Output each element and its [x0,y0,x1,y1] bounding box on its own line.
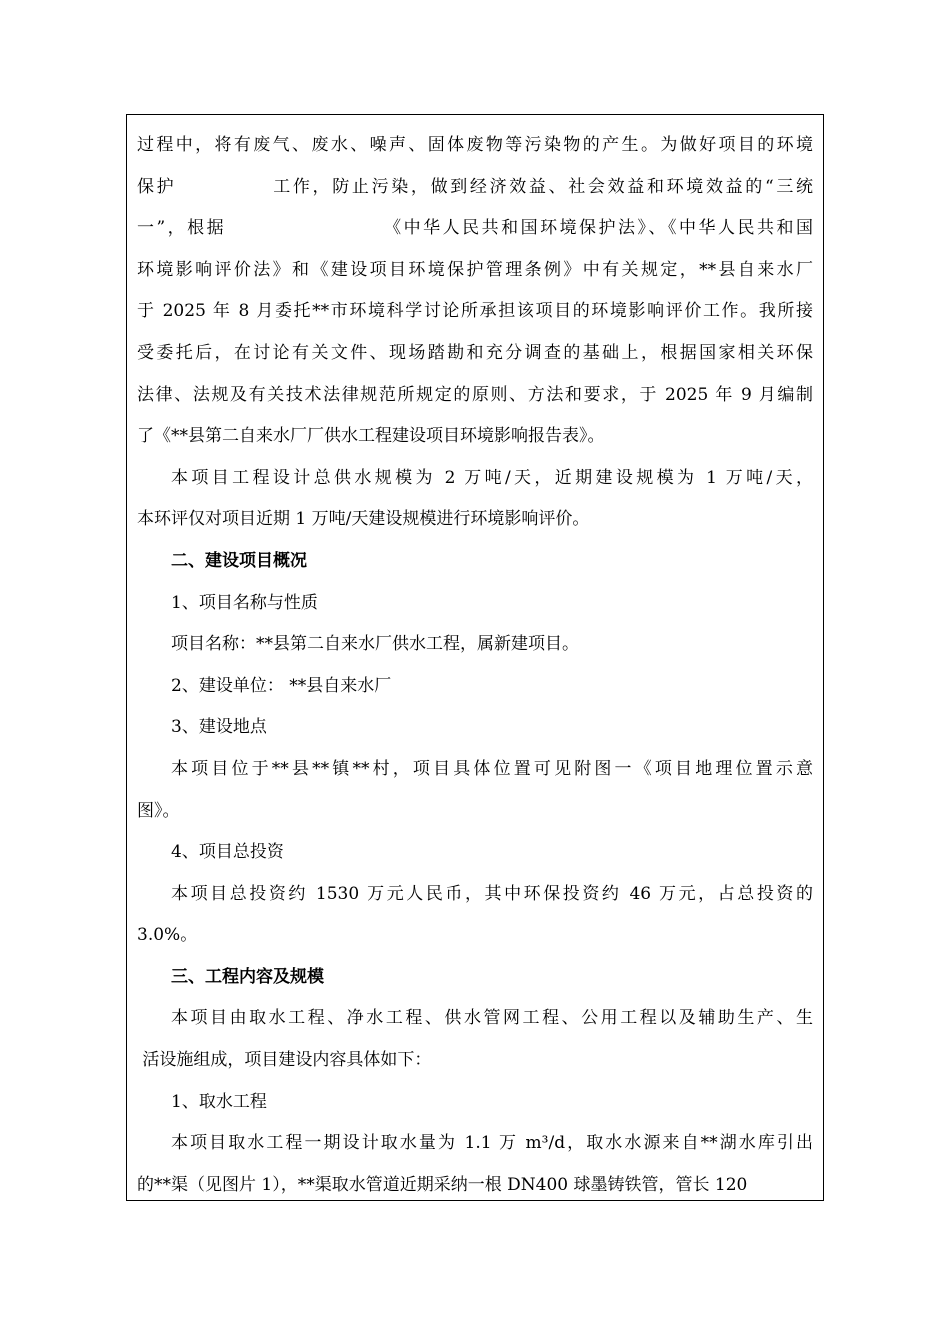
text-line: 受委托后，在讨论有关文件、现场踏勘和充分调查的基础上，根据国家相关环保 [137,342,813,363]
text-line: 3.0%。 [137,925,198,946]
text-line: 3、建设地点 [171,717,267,738]
text-line: 了《**县第二自来水厂厂供水工程建设项目环境影响报告表》。 [137,426,605,447]
text-line: 1、取水工程 [171,1091,267,1112]
paragraph [137,666,813,708]
text-line: 活设施组成，项目建设内容具体如下： [137,1050,432,1071]
paragraph [137,458,813,541]
section-heading [137,957,813,999]
paragraph [137,832,813,874]
text-line: 环境影响评价法》和《建设项目环境保护管理条例》中有关规定，**县自来水厂 [137,259,813,280]
text-line: 过程中，将有废气、废水、噪声、固体废物等污染物的产生。为做好项目的环境 [137,135,813,155]
text-line: 于 2025 年 8 月委托**市环境科学讨论所承担该项目的环境影响评价工作。我所接 [137,301,813,322]
text-line: 本项目取水工程一期设计取水量为 1.1 万 m³/d，取水水源来自**湖水库引出 [171,1133,813,1154]
section-heading [137,541,813,583]
paragraph [137,624,813,666]
document-frame [126,114,824,1201]
text-line: 图》。 [137,800,180,821]
paragraph [137,874,813,957]
text-line: 保护 工作，防止污染，做到经济效益、社会效益和环境效益的“三统 [137,176,813,197]
paragraph [137,125,813,458]
text-line: 项目名称：**县第二自来水厂供水工程，属新建项目。 [171,634,579,655]
paragraph [137,583,813,625]
paragraph [137,707,813,749]
text-line: 本环评仅对项目近期 1 万吨/天建设规模进行环境影响评价。 [137,509,590,530]
paragraph [137,1123,813,1206]
text-line: 本项目总投资约 1530 万元人民币，其中环保投资约 46 万元，占总投资的 [171,883,813,904]
text-line: 4、项目总投资 [171,842,284,863]
document-body [137,125,813,1206]
text-line: 2、建设单位： **县自来水厂 [171,675,392,696]
text-line: 三、工程内容及规模 [171,966,324,987]
paragraph [137,998,813,1081]
text-line: 法律、法规及有关技术法律规范所规定的原则、方法和要求，于 2025 年 9 月编制 [137,384,813,405]
text-line: 本项目由取水工程、净水工程、供水管网工程、公用工程以及辅助生产、生 [171,1008,813,1029]
text-line: 本项目位于**县**镇**村，项目具体位置可见附图一《项目地理位置示意 [171,758,813,779]
text-line: 一”，根据 《中华人民共和国环境保护法》、《中华人民共和国 [137,218,813,239]
paragraph [137,749,813,832]
text-line: 本项目工程设计总供水规模为 2 万吨/天，近期建设规模为 1 万吨/天， [171,467,813,488]
text-line: 二、建设项目概况 [171,550,307,571]
text-line: 的**渠（见图片 1），**渠取水管道近期采纳一根 DN400 球墨铸铁管，管长 120 [137,1174,748,1195]
paragraph [137,1082,813,1124]
text-line: 1、项目名称与性质 [171,592,318,613]
